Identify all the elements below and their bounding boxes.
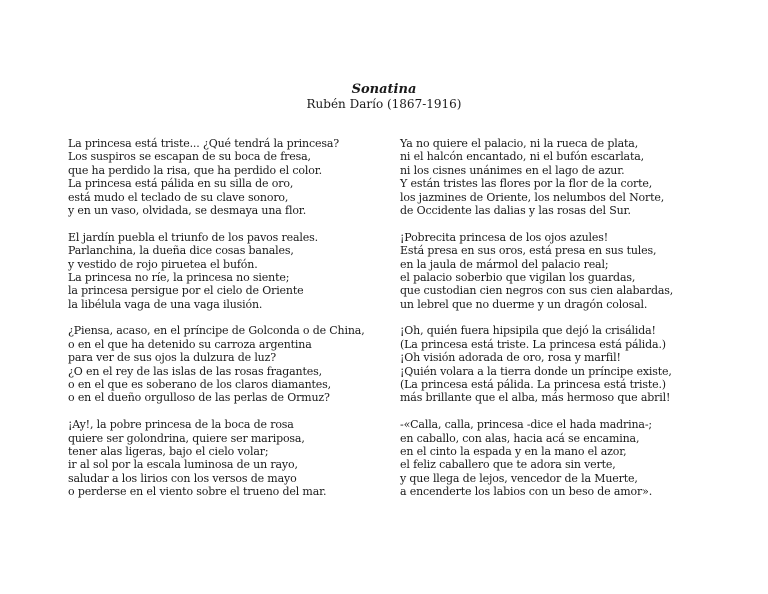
verse-line: La princesa está triste... ¿Qué tendrá la princesa? (68, 137, 339, 150)
verse-line: para ver de sus ojos la dulzura de luz? (68, 351, 277, 365)
verse-line: un lebrel que no duerme y un dragón colosal. (400, 297, 648, 311)
verse-line: Y están tristes las flores por la flor de la corte, (400, 177, 653, 191)
verse-line: La princesa no ríe, la princesa no siente; (68, 270, 290, 284)
stanza (68, 231, 365, 311)
verse-line: -«Calla, calla, princesa -dice el hada madrina-; (400, 418, 652, 432)
verse-line: más brillante que el alba, más hermoso que abril! (400, 391, 671, 405)
verse-line: la princesa persigue por el cielo de Oriente (68, 284, 304, 298)
left-column (68, 137, 365, 499)
verse-line: ni el halcón encantado, ni el bufón escarlata, (400, 150, 644, 164)
verse-line: de Occidente las dalias y las rosas del Sur. (400, 203, 631, 217)
stanza (400, 137, 673, 217)
verse-line: El jardín puebla el triunfo de los pavos reales. (68, 230, 318, 244)
verse-line: que custodian cien negros con sus cien alabardas, (400, 284, 674, 298)
verse-line: La princesa está pálida en su silla de oro, (68, 177, 294, 191)
verse-line: y vestido de rojo piruetea el bufón. (68, 257, 258, 271)
verse-line: (La princesa está triste. La princesa está pálida.) (400, 337, 666, 351)
stanza (68, 137, 365, 217)
verse-line: y que llega de lejos, vencedor de la Muerte, (400, 471, 638, 485)
verse-line: ir al sol por la escala luminosa de un rayo, (68, 458, 298, 472)
verse-line: Está presa en sus oros, está presa en sus tules, (400, 244, 657, 258)
verse-line: saludar a los lirios con los versos de mayo (68, 471, 297, 485)
verse-line: quiere ser golondrina, quiere ser mariposa, (68, 431, 305, 445)
verse-line: o en el dueño orgulloso de las perlas de Ormuz? (68, 391, 330, 405)
verse-line: el palacio soberbio que vigilan los guardas, (400, 270, 636, 284)
verse-line: o en el que es soberano de los claros diamantes, (68, 378, 332, 392)
verse-line: ¡Ay!, la pobre princesa de la boca de rosa (68, 418, 294, 432)
stanza (400, 324, 673, 404)
stanza (68, 418, 365, 498)
verse-line: la libélula vaga de una vaga ilusión. (68, 297, 263, 311)
verse-line: que ha perdido la risa, que ha perdido el color. (68, 163, 322, 177)
verse-line: los jazmines de Oriente, los nelumbos del Norte, (400, 190, 665, 204)
verse-line: ¿Piensa, acaso, en el príncipe de Golconda o de China, (68, 324, 365, 338)
verse-line: Los suspiros se escapan de su boca de fresa, (68, 150, 311, 164)
verse-line: o en el que ha detenido su carroza argentina (68, 337, 312, 351)
verse-line: a encenderte los labios con un beso de amor». (400, 485, 653, 499)
verse-line: o perderse en el viento sobre el trueno del mar. (68, 485, 327, 499)
verse-line: en caballo, con alas, hacia acá se encamina, (400, 431, 640, 445)
poem-author: Rubén Darío (1867-1916) (306, 97, 462, 111)
verse-line: en la jaula de mármol del palacio real; (400, 257, 609, 271)
stanza (400, 418, 673, 498)
verse-line: ni los cisnes unánimes en el lago de azur. (400, 163, 625, 177)
verse-line: ¡Oh, quién fuera hipsipila que dejó la crisálida! (400, 324, 656, 338)
verse-line: (La princesa está pálida. La princesa está triste.) (400, 378, 666, 392)
poem-title: Sonatina (351, 82, 417, 97)
verse-line: el feliz caballero que te adora sin verte, (400, 458, 616, 472)
stanza (400, 231, 673, 311)
verse-line: tener alas ligeras, bajo el cielo volar; (68, 444, 269, 458)
verse-line: ¿O en el rey de las islas de las rosas fragantes, (68, 364, 322, 378)
verse-line: y en un vaso, olvidada, se desmaya una flor. (68, 203, 307, 217)
verse-line: Parlanchina, la dueña dice cosas banales, (68, 244, 294, 258)
verse-line: ¡Oh visión adorada de oro, rosa y marfil! (400, 351, 621, 365)
verse-line: ¡Quién volara a la tierra donde un príncipe existe, (400, 364, 672, 378)
verse-line: Ya no quiere el palacio, ni la rueca de plata, (400, 137, 639, 150)
verse-line: ¡Pobrecita princesa de los ojos azules! (400, 230, 609, 244)
stanza (68, 324, 365, 404)
right-column (400, 137, 673, 499)
verse-line: está mudo el teclado de su clave sonoro, (68, 190, 289, 204)
verse-line: en el cinto la espada y en la mano el azor, (400, 444, 627, 458)
